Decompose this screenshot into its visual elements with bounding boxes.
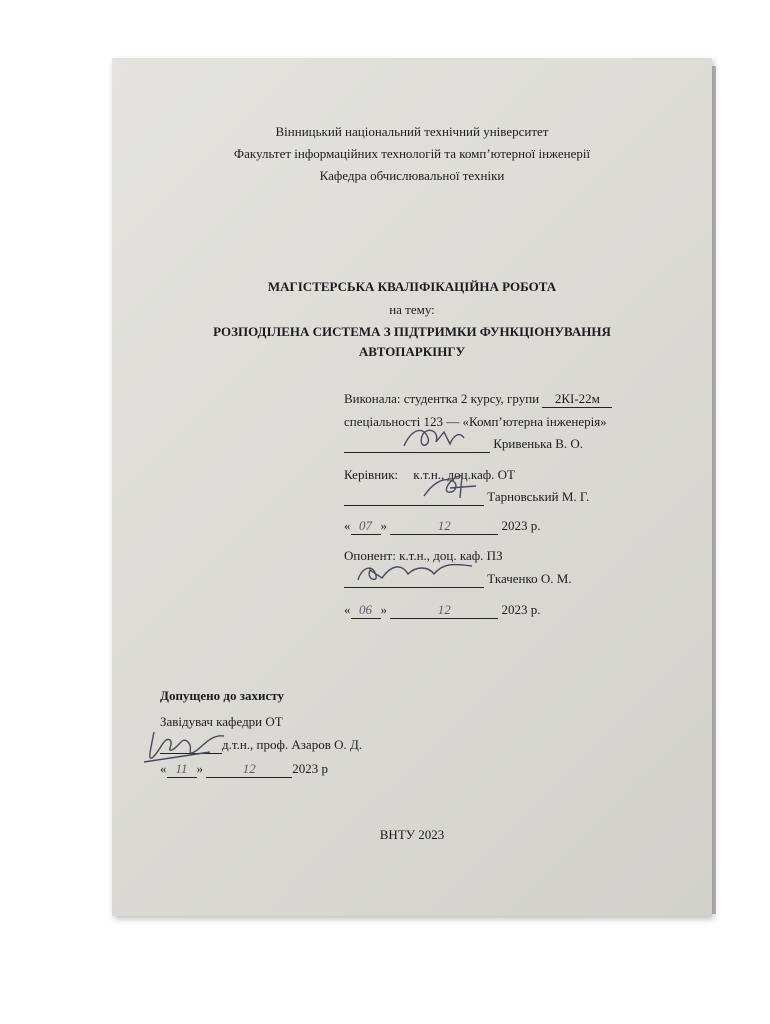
supervisor-label: Керівник:: [344, 467, 399, 482]
head-date: « 11 » 12 2023 р: [160, 761, 328, 776]
supervisor-name: Тарновський М. Г.: [487, 489, 590, 504]
thesis-title-line2: АВТОПАРКІНГУ: [358, 344, 466, 359]
place-year: ВНТУ 2023: [379, 827, 445, 842]
work-type: МАГІСТЕРСЬКА КВАЛІФІКАЦІЙНА РОБОТА: [267, 279, 557, 294]
department-name: Кафедра обчислювальної техніки: [319, 168, 505, 183]
opponent-signature: [352, 558, 477, 586]
supervisor-signature: [420, 470, 480, 502]
faculty-name: Факультет інформаційних технологій та комп’ютерної інженерії: [233, 146, 591, 161]
head-of-department: Завідувач кафедри ОТ: [160, 714, 283, 729]
opponent-line: Опонент: к.т.н., доц. каф. ПЗ: [344, 548, 503, 563]
opponent-date-month: 12: [390, 602, 498, 619]
group-value: 2КІ-22м: [542, 391, 612, 408]
author-signature: [398, 424, 468, 454]
supervisor-date-month: 12: [390, 518, 498, 535]
opponent-date-day: 06: [351, 602, 381, 619]
opponent-date-year: 2023 р.: [501, 602, 541, 617]
supervisor-date-year: 2023 р.: [501, 518, 541, 533]
title-page-sheet: [112, 58, 712, 916]
head-date-year: 2023 р: [292, 761, 328, 776]
supervisor-date-day: 07: [351, 518, 381, 535]
author-line: [344, 391, 612, 408]
head-signature: [140, 722, 230, 766]
admission-heading: Допущено до захисту: [160, 688, 284, 703]
supervisor-title: к.т.н., доц.каф. ОТ: [413, 467, 515, 482]
specialty-line: спеціальності 123 — «Комп’ютерна інженерія»: [344, 414, 607, 429]
thesis-title-line1: РОЗПОДІЛЕНА СИСТЕМА З ПІДТРИМКИ ФУНКЦІОНУВАННЯ: [213, 324, 611, 339]
opponent-name: Ткаченко О. М.: [487, 571, 572, 586]
supervisor-date: « 07 » 12 2023 р.: [344, 518, 541, 533]
author-prefix: Виконала: студентка 2 курсу, групи: [344, 391, 540, 406]
head-date-day: 11: [167, 761, 197, 778]
head-name: д.т.н., проф. Азаров О. Д.: [222, 737, 363, 752]
head-date-month: 12: [206, 761, 292, 778]
opponent-date: « 06 » 12 2023 р.: [344, 602, 541, 617]
topic-label: на тему:: [389, 302, 435, 317]
author-name: Кривенька В. О.: [493, 436, 584, 451]
university-name: Вінницький національний технічний університет: [275, 124, 549, 139]
